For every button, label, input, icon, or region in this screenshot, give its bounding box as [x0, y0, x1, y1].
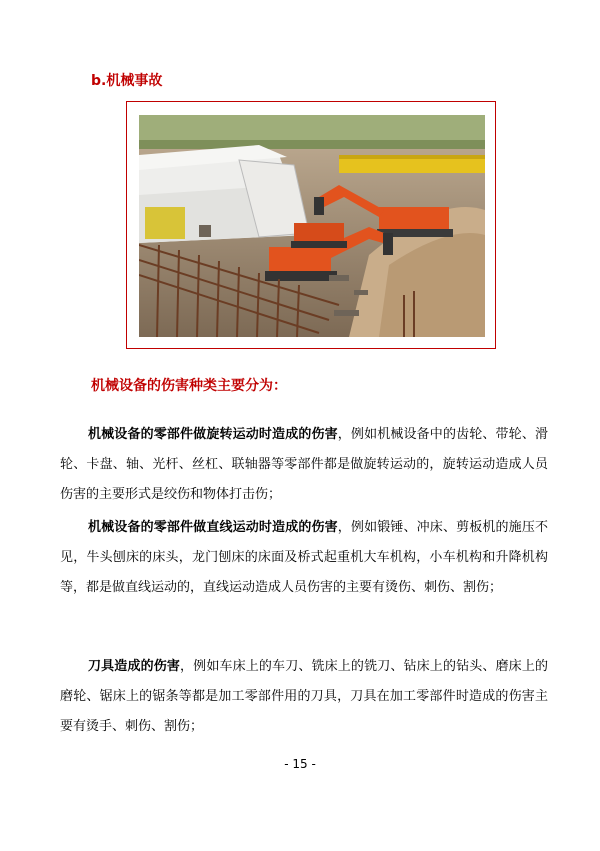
subheading: 机械设备的伤害种类主要分为：	[91, 378, 287, 394]
paragraph-cutting-tools	[60, 652, 548, 742]
paragraph-lead: 机械设备的零部件做直线运动时造成的伤害	[88, 520, 338, 535]
paragraph-text: ，例如锻锤、冲床、剪板机的施压不见，牛头刨床的床头，龙门刨床的床面及桥式起重机大车机构，小车机构和升降机构等，都是做直线运动的，直线运动造成人员伤害的主要有烫伤、刺伤、割伤；	[60, 520, 548, 595]
section-heading: b.机械事故	[91, 73, 163, 89]
page-number: - 15 -	[284, 757, 316, 771]
paragraph-linear	[60, 513, 548, 603]
paragraph-lead: 刀具造成的伤害	[88, 659, 181, 674]
paragraph-text: ，例如车床上的车刀、铣床上的铣刀、钻床上的钻头、磨床上的磨轮、锯床上的锯条等都是加工零部件用的刀具，刀具在加工零部件时造成的伤害主要有烫手、刺伤、割伤；	[60, 659, 548, 734]
accident-photo-frame	[126, 101, 496, 349]
paragraph-text: ，例如机械设备中的齿轮、带轮、滑轮、卡盘、轴、光杆、丝杠、联轴器等零部件都是做旋转运动的，旋转运动造成人员伤害的主要形式是绞伤和物体打击伤；	[60, 427, 548, 502]
accident-photo	[139, 115, 485, 337]
paragraph-rotating	[60, 420, 548, 510]
paragraph-lead: 机械设备的零部件做旋转运动时造成的伤害	[88, 427, 338, 442]
